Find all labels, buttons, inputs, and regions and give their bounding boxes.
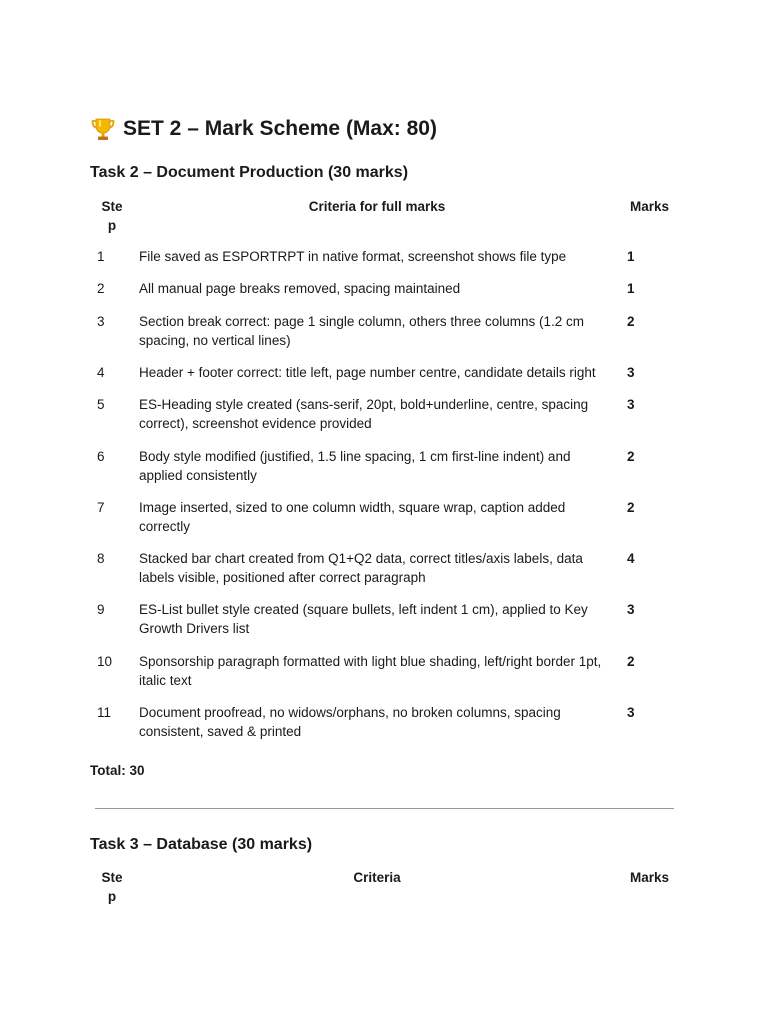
row-marks: 2	[627, 314, 635, 329]
row-criteria: Image inserted, sized to one column width, square wrap, caption added correctly	[139, 500, 566, 534]
row-step: 8	[97, 551, 105, 566]
task2-criteria-header: Criteria for full marks	[308, 199, 446, 214]
row-criteria: Body style modified (justified, 1.5 line spacing, 1 cm first-line indent) and applied consistently	[139, 449, 571, 483]
task2-step-header: Ste p	[101, 199, 123, 233]
task3-heading: Task 3 – Database (30 marks)	[90, 836, 313, 853]
row-criteria: All manual page breaks removed, spacing maintained	[139, 281, 461, 296]
task3-criteria-header: Criteria	[353, 870, 401, 885]
row-step: 4	[97, 365, 105, 380]
row-step: 3	[97, 314, 105, 329]
row-criteria: Sponsorship paragraph formatted with light blue shading, left/right border 1pt, italic text	[139, 654, 602, 688]
task3-marks-header: Marks	[630, 870, 670, 885]
task2-heading: Task 2 – Document Production (30 marks)	[90, 164, 409, 181]
section-divider	[95, 808, 674, 809]
row-step: 6	[97, 449, 105, 464]
row-step: 1	[97, 249, 105, 264]
task2-total: Total: 30	[90, 763, 145, 778]
row-marks: 3	[627, 705, 635, 720]
row-marks: 4	[627, 551, 635, 566]
row-step: 9	[97, 602, 105, 617]
row-marks: 2	[627, 654, 635, 669]
row-marks: 3	[627, 397, 635, 412]
task2-marks-header: Marks	[630, 199, 670, 214]
row-step: 2	[97, 281, 105, 296]
row-criteria: Header + footer correct: title left, page number centre, candidate details right	[139, 365, 596, 380]
row-marks: 1	[627, 249, 635, 264]
row-marks: 2	[627, 449, 635, 464]
row-criteria: File saved as ESPORTRPT in native format, screenshot shows file type	[139, 249, 567, 264]
row-step: 7	[97, 500, 105, 515]
page-title	[90, 116, 437, 142]
trophy-icon	[90, 116, 116, 142]
row-criteria: Section break correct: page 1 single column, others three columns (1.2 cm spacing, no vertical lines)	[139, 314, 584, 348]
row-criteria: ES-Heading style created (sans-serif, 20pt, bold+underline, centre, spacing correct), screenshot evidence provided	[139, 397, 589, 431]
row-marks: 3	[627, 365, 635, 380]
task3-step-header: Ste p	[101, 870, 123, 904]
row-step: 10	[97, 654, 113, 669]
row-criteria: Stacked bar chart created from Q1+Q2 data, correct titles/axis labels, data labels visible, positioned after correct paragraph	[139, 551, 583, 585]
row-criteria: ES-List bullet style created (square bullets, left indent 1 cm), applied to Key Growth Drivers list	[139, 602, 588, 636]
row-marks: 1	[627, 281, 635, 296]
page-title-text: SET 2 – Mark Scheme (Max: 80)	[123, 117, 437, 140]
row-step: 5	[97, 397, 105, 412]
row-criteria: Document proofread, no widows/orphans, no broken columns, spacing consistent, saved & printed	[139, 705, 561, 739]
row-marks: 3	[627, 602, 635, 617]
row-step: 11	[97, 705, 112, 720]
row-marks: 2	[627, 500, 635, 515]
